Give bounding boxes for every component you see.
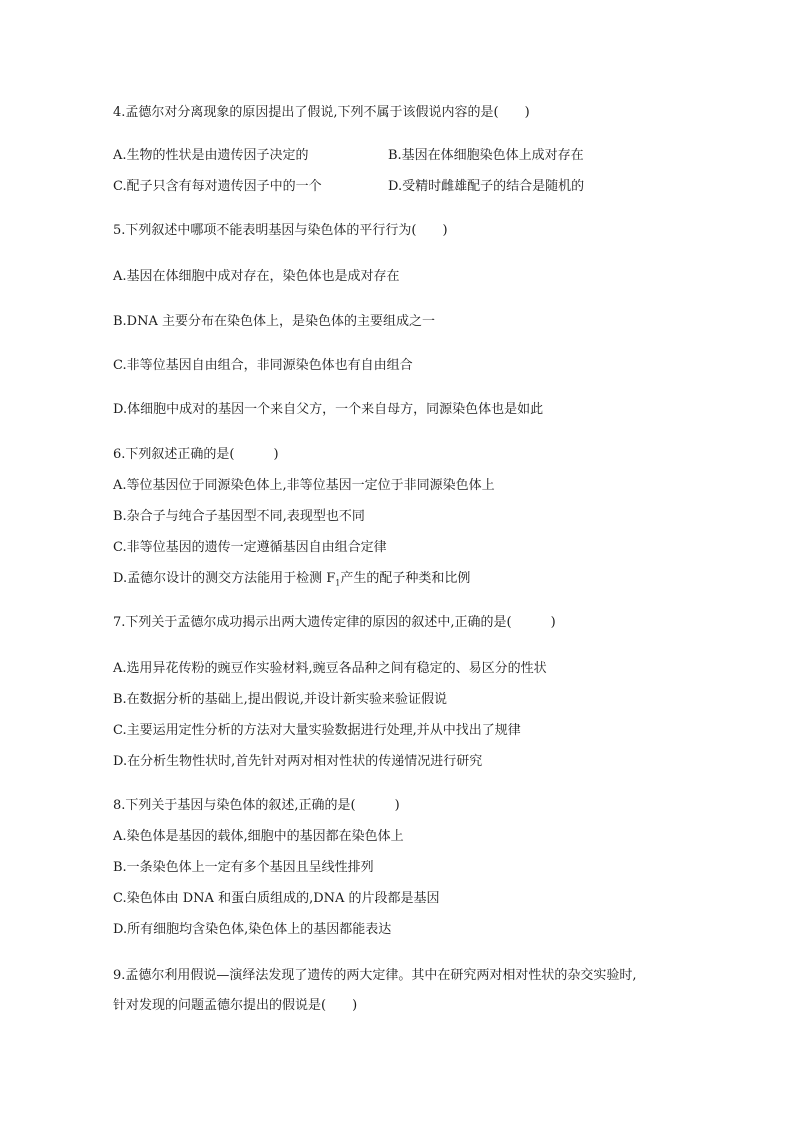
question-5-stem: 5.下列叙述中哪项不能表明基因与染色体的平行行为( ) [113, 223, 448, 238]
question-6-option-c: C.非等位基因的遗传一定遵循基因自由组合定律 [113, 540, 387, 555]
question-7-option-b: B.在数据分析的基础上,提出假说,并设计新实验来验证假说 [113, 692, 447, 707]
question-7-option-a: A.选用异花传粉的豌豆作实验材料,豌豆各品种之间有稳定的、易区分的性状 [113, 661, 547, 676]
question-7-option-c: C.主要运用定性分析的方法对大量实验数据进行处理,并从中找出了规律 [113, 723, 521, 738]
question-5-option-d: D.体细胞中成对的基因一个来自父方，一个来自母方，同源染色体也是如此 [113, 402, 544, 417]
question-8-option-d: D.所有细胞均含染色体,染色体上的基因都能表达 [113, 922, 392, 937]
question-6-option-d-tail: 产生的配子种类和比例 [340, 571, 471, 586]
question-6-option-d-text: D.孟德尔设计的测交方法能用于检测 F [113, 571, 336, 586]
question-8-option-a: A.染色体是基因的载体,细胞中的基因都在染色体上 [113, 829, 404, 844]
question-8-option-c: C.染色体由 DNA 和蛋白质组成的,DNA 的片段都是基因 [113, 891, 440, 906]
question-6-stem: 6.下列叙述正确的是( ) [113, 447, 279, 462]
question-5-option-b: B.DNA 主要分布在染色体上，是染色体的主要组成之一 [113, 314, 436, 329]
question-5-option-c: C.非等位基因自由组合，非同源染色体也有自由组合 [113, 358, 413, 373]
question-5-option-a: A.基因在体细胞中成对存在，染色体也是成对存在 [113, 269, 400, 284]
question-7-stem: 7.下列关于孟德尔成功揭示出两大遗传定律的原因的叙述中,正确的是( ) [113, 615, 556, 630]
question-4-option-d: D.受精时雌雄配子的结合是随机的 [388, 179, 585, 194]
question-4-option-a: A.生物的性状是由遗传因子决定的 [113, 148, 309, 163]
question-6-option-d-subscript: 1 [335, 578, 341, 588]
question-6-option-a: A.等位基因位于同源染色体上,非等位基因一定位于非同源染色体上 [113, 478, 495, 493]
question-6-option-b: B.杂合子与纯合子基因型不同,表现型也不同 [113, 509, 365, 524]
question-7-option-d: D.在分析生物性状时,首先针对两对相对性状的传递情况进行研究 [113, 754, 483, 769]
question-8-option-b: B.一条染色体上一定有多个基因且呈线性排列 [113, 860, 374, 875]
question-4-option-b: B.基因在体细胞染色体上成对存在 [388, 148, 584, 163]
question-4-stem: 4.孟德尔对分离现象的原因提出了假说,下列不属于该假说内容的是( ) [113, 105, 530, 120]
question-8-stem: 8.下列关于基因与染色体的叙述,正确的是( ) [113, 798, 400, 813]
question-4-option-c: C.配子只含有每对遗传因子中的一个 [113, 179, 322, 194]
question-6-option-d [113, 570, 470, 588]
question-9-stem-line-2: 针对发现的问题孟德尔提出的假说是( ) [113, 998, 358, 1013]
question-9-stem-line-1: 9.孟德尔利用假说—演绎法发现了遗传的两大定律。其中在研究两对相对性状的杂交实验时, [113, 968, 637, 983]
